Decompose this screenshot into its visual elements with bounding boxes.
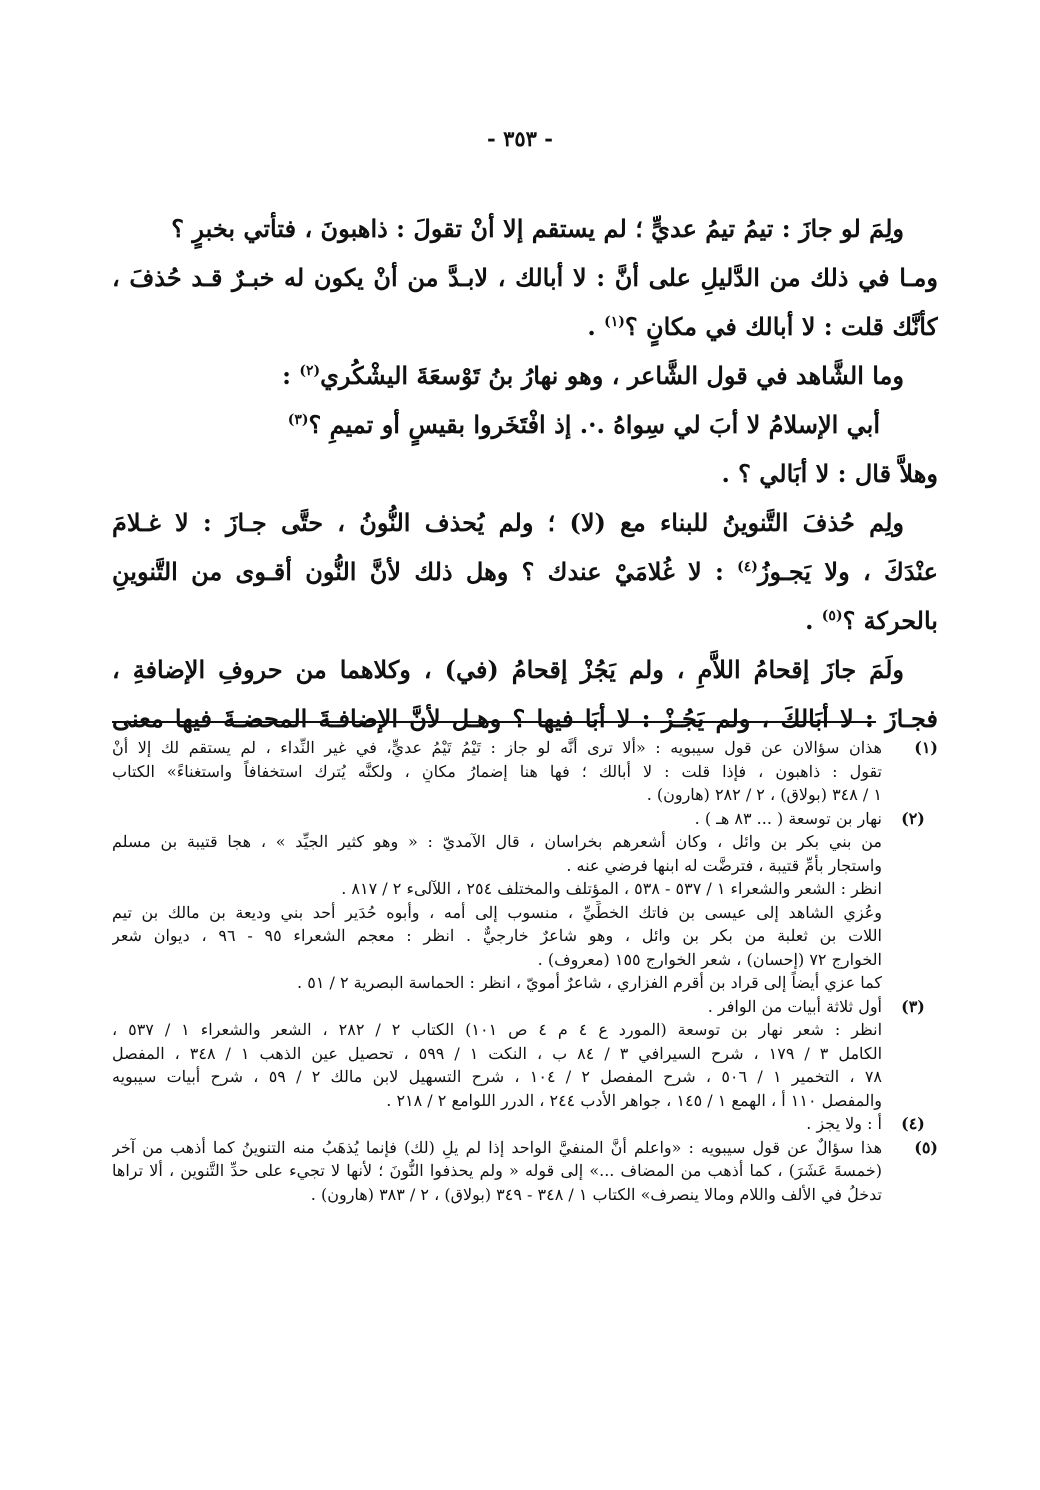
footnote-number: (٣) [901,996,925,1016]
footnote-line [112,1112,938,1136]
footnote-marker: (٤) [737,559,758,575]
main-text-segment: كأنَّك قلت : لا أبالك في مكانٍ ؟ [624,312,938,341]
main-text-segment: ولِمَ لو جازَ : تيمُ تيمُ عديٍّ ؛ لم يستقم إلا أنْ تقولَ : ذاهبونَ ، فتأتي بخبرٍ ؟ [171,214,904,243]
footnote-marker: (٥) [821,608,843,624]
main-text-line [112,253,938,302]
footnote-line [112,1136,938,1160]
main-text-line [112,204,938,253]
footnote-text: واستجار بأمِّ قتيبة ، فترضَّت له ابنها فرضي عنه . [566,855,882,875]
main-text-line [112,449,938,498]
main-text-segment: . [805,606,822,635]
main-text-segment: عنْدَكَ ، ولا يَجـوزُ [757,557,938,586]
main-text-segment: ولَمَ جازَ إقحامُ اللاَّمِ ، ولم يَجُزْ إقحامُ (في) ، وكلاهما من حروفِ الإضافةِ ، [112,655,905,684]
page-number: - ٣٥٣ - [487,126,553,151]
main-text-line [112,596,938,645]
footnote-number: (٥) [914,1137,938,1157]
main-text-line [112,547,938,596]
main-text-segment: : لا غُلامَيْ عندك ؟ وهل ذلك لأنَّ النُّون أقـوى من التَّنوينِ [112,557,738,586]
footnote-text: ١ / ٣٤٨ (بولاق) ، ٢ / ٢٨٢ (هارون) . [646,785,882,804]
footnote-line [112,830,938,854]
main-text-segment: : [282,361,300,390]
footnote-line [112,736,938,760]
footnote-line [112,877,938,901]
footnote-text: تقول : ذاهبون ، فإذا قلت : لا أبالك ؛ فها هنا إضمارُ مكانٍ ، ولكنَّه يُترك استخفافاً واستغناءً» الكتاب [112,761,882,781]
footnote-text: أ : ولا يجز . [806,1114,882,1133]
footnote-line [112,854,938,878]
footnote-line [112,1159,938,1183]
footnote-line [112,1089,938,1113]
main-text-segment: وهلاَّ قال : لا أبَالي ؟ . [721,459,938,488]
footnote-line [112,760,938,784]
footnote-text: (خمسةَ عَشَرَ) ، كما أذهب من المضاف ...» إلى قوله « ولم يحذفوا النُّونَ ؛ لأنها لا تجيء على حدِّ التَّنوين ، ألا تراها [112,1161,882,1180]
footnote-line [112,1183,938,1207]
main-text-segment: . [587,312,605,341]
footnote-text: من بني بكر بن وائل ، وكان أشعرهم بخراسان ، قال الآمديّ : « وهو كثير الجيِّد » ، هجا قتيبة بن مسلم [112,832,882,851]
footnote-text: انظر : الشعر والشعراء ١ / ٥٣٧ - ٥٣٨ ، المؤتلف والمختلف ٢٥٤ ، اللآلىء ٢ / ٨١٧ . [341,879,882,898]
footnote-text: هذان سؤالان عن قول سيبويه : «ألا ترى أنَّه لو جاز : تَيْمُ تَيْمُ عديٍّ، في غير النِّداء ، لم يستقم لك إلا أنْ [112,738,882,757]
footnote-text: كما عزي أيضاً إلى قراد بن أقرم الفزاري ، شاعرٌ أمويّ ، انظر : الحماسة البصرية ٢ / ٥١ . [297,973,882,992]
main-text-line [112,400,938,449]
footnote-line [112,971,938,995]
footnote-line [112,995,938,1019]
footnote-line [112,1018,938,1042]
main-text-segment: أبي الإسلامُ لا أبَ لي سِواهُ .·. إذ افْتَخَروا بقيسٍ أو تميمِ ؟ [308,410,880,439]
footnote-line [112,783,938,807]
main-text-segment: فجـازَ : لا أبَالكَ ، ولم يَجُـزْ : لا أبَا فيها ؟ وهـل لأنَّ الإضافـةَ المحضـةَ فيها معنى [112,704,938,733]
footnote-separator [112,721,876,723]
main-text-line [112,351,938,400]
footnote-text: ٧٨ ، التخمير ١ / ٥٠٦ ، شرح المفصل ٢ / ١٠٤ ، شرح التسهيل لابن مالك ٢ / ٥٩ ، شرح أبيات سيبويه [112,1067,882,1086]
footnotes [112,736,938,1206]
main-text-segment: وما الشَّاهد في قول الشَّاعر ، وهو نهارُ بنُ تَوْسعَةَ اليشْكُري [320,361,904,390]
main-text [112,204,938,743]
footnote-marker: (١) [604,314,625,330]
footnote-number: (٢) [901,808,925,828]
footnote-marker: (٣) [287,412,309,428]
footnote-number: (١) [914,738,938,757]
footnote-line [112,1065,938,1089]
main-text-segment: ولِم حُذفَ التَّنوينُ للبناء مع (لا) ؛ ولم يُحذف النُّونُ ، حتَّى جـازَ : لا غـلامَ [112,508,904,537]
footnote-text: وعُزي الشاهد إلى عيسى بن فاتك الخطِّيِّ ، منسوب إلى أمه ، وأبوه حُدَير أحد بني وديعة بن مالك بن تيم [112,902,882,922]
footnote-text: نهار بن توسعة ( ... ٨٣ هـ ) . [694,808,882,828]
main-text-line [112,498,938,547]
footnote-line [112,1042,938,1066]
footnote-text: الخوارج ٧٢ (إحسان) ، شعر الخوارج ١٥٥ (معروف) . [537,949,882,969]
footnote-text: أول ثلاثة أبيات من الوافر . [707,996,882,1016]
footnote-text: والمفصل ١١٠ أ ، الهمع ١ / ١٤٥ ، جواهر الأدب ٢٤٤ ، الدرر اللوامع ٢ / ٢١٨ . [386,1090,882,1110]
main-text-line [112,302,938,351]
footnote-text: الكامل ٣ / ١٧٩ ، شرح السيرافي ٣ / ٨٤ ب ، النكت ١ / ٥٩٩ ، تحصيل عين الذهب ١ / ٣٤٨ ، المفصل [112,1043,883,1063]
footnote-line [112,924,938,948]
footnote-line [112,807,938,831]
footnote-number: (٤) [901,1114,925,1133]
footnote-marker: (٢) [299,363,321,379]
footnote-text: هذا سؤالٌ عن قول سيبويه : «واعلم أنَّ المنفيَّ الواحد إذا لم يلِ (لك) فإنما يُذهَبُ منه التنوينُ كما أذهب من آخر [112,1137,883,1157]
main-text-line [112,645,938,694]
footnote-text: اللات بن ثعلبة من بكر بن وائل ، وهو شاعرٌ خارجيٌّ . انظر : معجم الشعراء ٩٥ - ٩٦ ، ديوان شعر [112,926,882,945]
footnote-line [112,901,938,925]
footnote-line [112,948,938,972]
main-text-segment: بالحركة ؟ [842,606,938,635]
footnote-text: تدخلُ في الألف واللام ومالا ينصرف» الكتاب ١ / ٣٤٨ - ٣٤٩ (بولاق) ، ٢ / ٣٨٣ (هارون) . [310,1184,882,1204]
footnote-text: انظر : شعر نهار بن توسعة (المورد ع ٤ م ٤ ص ١٠١) الكتاب ٢ / ٢٨٢ ، الشعر والشعراء ١ / ٥٣٧ ، [112,1020,883,1039]
main-text-segment: ومـا في ذلك من الدَّليلِ على أنَّ : لا أبالك ، لابـدَّ من أنْ يكون له خبـرٌ قـد حُذفَ ، [112,263,938,292]
